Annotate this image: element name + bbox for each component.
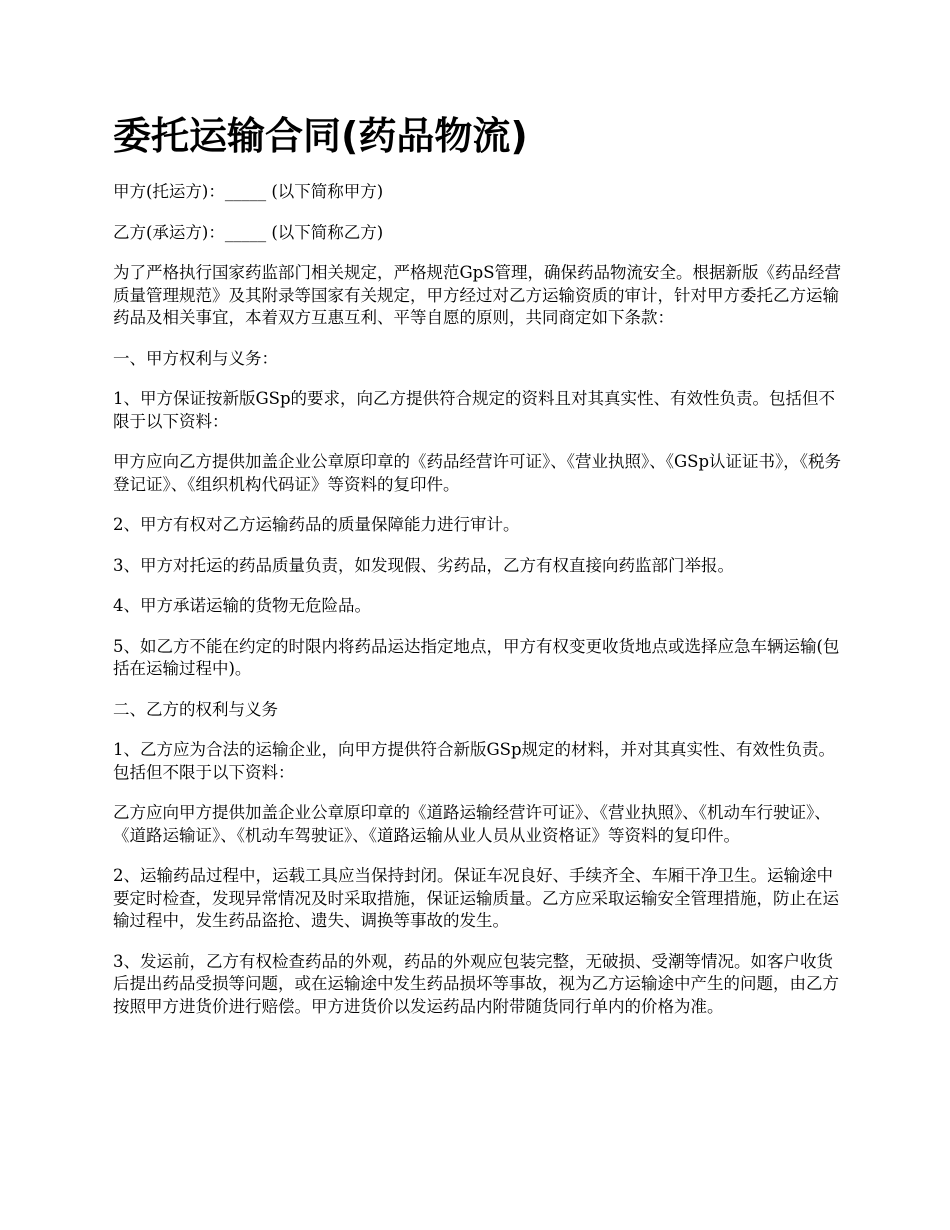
clause-b2: 2、运输药品过程中，运载工具应当保持封闭。保证车况良好、手续齐全、车厢干净卫生。运输途中要定时检查，发现异常情况及时采取措施，保证运输质量。乙方应采取运输安全管理措施，防止在运输过程中，发生药品盗抢、遗失、调换等事故的发生。: [113, 866, 839, 930]
party-a-line: 甲方(托运方)：_____ (以下简称甲方): [113, 182, 384, 201]
clause-b3: 3、发运前，乙方有权检查药品的外观，药品的外观应包装完整，无破损、受潮等情况。如客户收货后提出药品受损等问题，或在运输途中发生药品损坏等事故，视为乙方运输途中产生的问题，由乙方按照甲方进货价进行赔偿。甲方进货价以发运药品内附带随货同行单内的价格为准。: [113, 951, 839, 1016]
clause-a3: 3、甲方对托运的药品质量负责，如发现假、劣药品，乙方有权直接向药监部门举报。: [113, 555, 734, 575]
clause-a2: 2、甲方有权对乙方运输药品的质量保障能力进行审计。: [113, 515, 520, 534]
document-page: [113, 112, 848, 1036]
clause-a1: 1、甲方保证按新版GSp的要求，向乙方提供符合规定的资料且对其真实性、有效性负责。包括但不限于以下资料：: [113, 389, 836, 431]
clause-a5: 5、如乙方不能在约定的时限内将药品运达指定地点，甲方有权变更收货地点或选择应急车辆运输(包括在运输过程中)。: [113, 636, 840, 678]
clause-a1-documents: 甲方应向乙方提供加盖企业公章原印章的《药品经营许可证》、《营业执照》、《GSp认证证书》，《税务登记证》、《组织机构代码证》等资料的复印件。: [113, 452, 842, 494]
clause-b1-documents: 乙方应向甲方提供加盖企业公章原印章的《道路运输经营许可证》、《营业执照》、《机动车行驶证》、《道路运输证》、《机动车驾驶证》、《道路运输从业人员从业资格证》等资料的复印件。: [113, 803, 831, 845]
preamble-paragraph: 为了严格执行国家药监部门相关规定，严格规范GpS管理，确保药品物流安全。根据新版《药品经营质量管理规范》及其附录等国家有关规定，甲方经过对乙方运输资质的审计，针对甲方委托乙方运输药品及相关事宜，本着双方互惠互利、平等自愿的原则，共同商定如下条款：: [113, 263, 842, 327]
document-body: [113, 181, 848, 1018]
section-heading-party-a: 一、甲方权利与义务：: [113, 348, 278, 368]
clause-b1: 1、乙方应为合法的运输企业，向甲方提供符合新版GSp规定的材料，并对其真实性、有效性负责。包括但不限于以下资料：: [113, 740, 836, 782]
document-title: 委托运输合同(药品物流): [113, 114, 528, 158]
clause-a4: 4、甲方承诺运输的货物无危险品。: [113, 596, 371, 615]
section-heading-party-b: 二、乙方的权利与义务: [113, 699, 278, 719]
party-b-line: 乙方(承运方)：_____ (以下简称乙方): [113, 222, 384, 242]
